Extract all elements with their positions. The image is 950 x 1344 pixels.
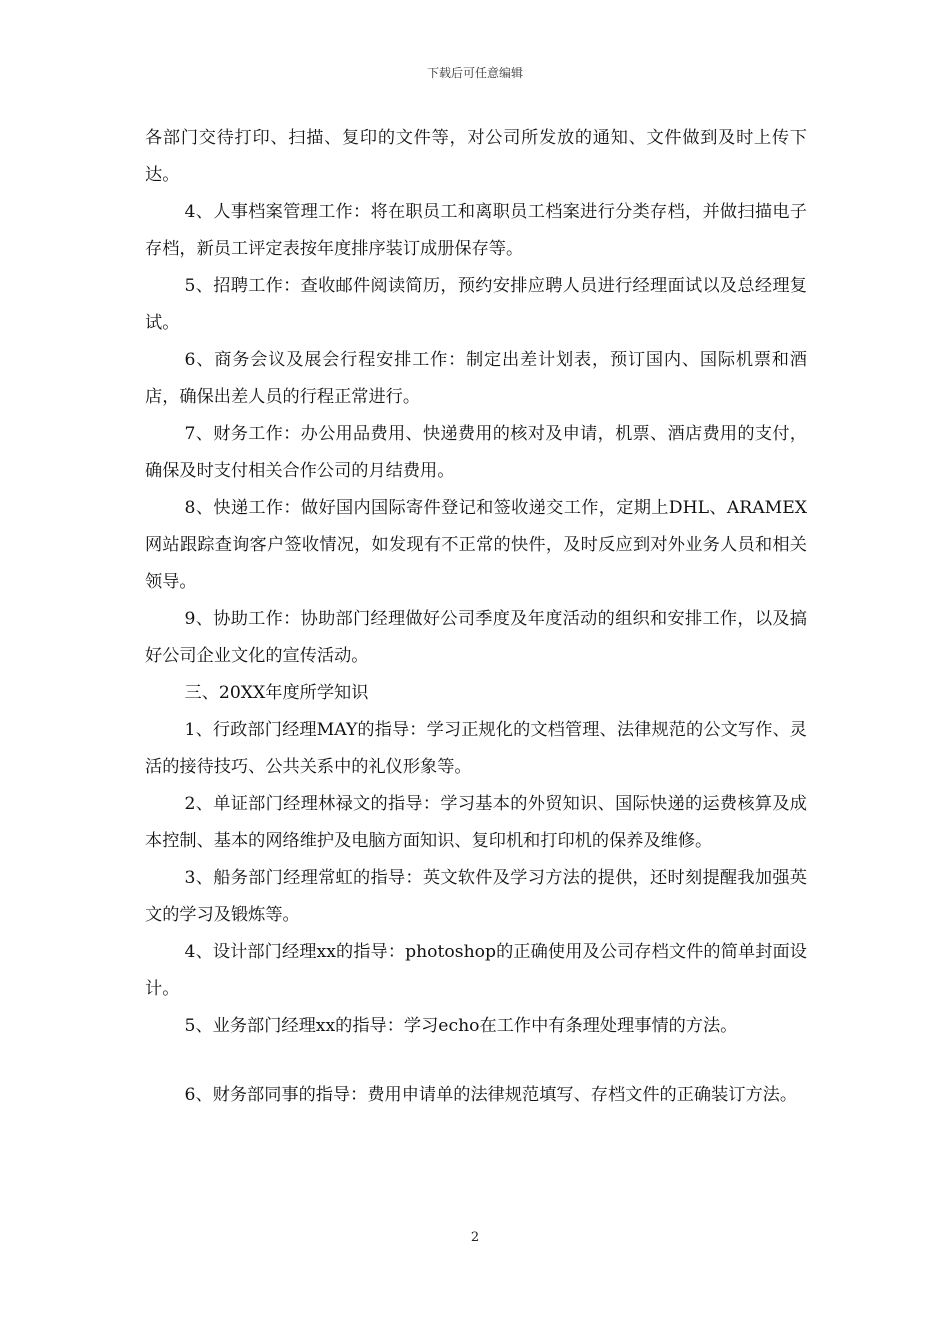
paragraph: 8、快递工作：做好国内国际寄件登记和签收递交工作，定期上DHL、ARAMEX网站跟踪查询客户签收情况，如发现有不正常的快件，及时反应到对外业务人员和相关领导。 [145, 498, 807, 592]
document-body [145, 120, 807, 1114]
paragraph: 3、船务部门经理常虹的指导：英文软件及学习方法的提供，还时刻提醒我加强英文的学习及锻炼等。 [145, 868, 807, 925]
paragraph: 6、商务会议及展会行程安排工作：制定出差计划表，预订国内、国际机票和酒店，确保出差人员的行程正常进行。 [145, 350, 807, 407]
page-number: 2 [470, 1230, 480, 1245]
paragraph: 4、人事档案管理工作：将在职员工和离职员工档案进行分类存档，并做扫描电子存档，新员工评定表按年度排序装订成册保存等。 [145, 202, 807, 259]
paragraph: 2、单证部门经理林禄文的指导：学习基本的外贸知识、国际快递的运费核算及成本控制、基本的网络维护及电脑方面知识、复印机和打印机的保养及维修。 [145, 794, 807, 851]
blank-line [145, 1045, 807, 1077]
page-header: 下载后可任意编辑 [426, 66, 523, 80]
paragraph: 5、招聘工作：查收邮件阅读简历，预约安排应聘人员进行经理面试以及总经理复试。 [145, 276, 807, 333]
section-heading: 三、20XX年度所学知识 [184, 683, 369, 703]
paragraph: 各部门交待打印、扫描、复印的文件等，对公司所发放的通知、文件做到及时上传下达。 [145, 128, 807, 185]
paragraph: 5、业务部门经理xx的指导：学习echo在工作中有条理处理事情的方法。 [184, 1016, 738, 1036]
paragraph: 6、财务部同事的指导：费用申请单的法律规范填写、存档文件的正确装订方法。 [184, 1085, 798, 1105]
paragraph: 4、设计部门经理xx的指导：photoshop的正确使用及公司存档文件的简单封面设计。 [145, 942, 807, 999]
paragraph: 1、行政部门经理MAY的指导：学习正规化的文档管理、法律规范的公文写作、灵活的接待技巧、公共关系中的礼仪形象等。 [145, 720, 807, 777]
paragraph: 9、协助工作：协助部门经理做好公司季度及年度活动的组织和安排工作，以及搞好公司企业文化的宣传活动。 [145, 609, 807, 666]
paragraph: 7、财务工作：办公用品费用、快递费用的核对及申请，机票、酒店费用的支付，确保及时支付相关合作公司的月结费用。 [145, 424, 807, 481]
